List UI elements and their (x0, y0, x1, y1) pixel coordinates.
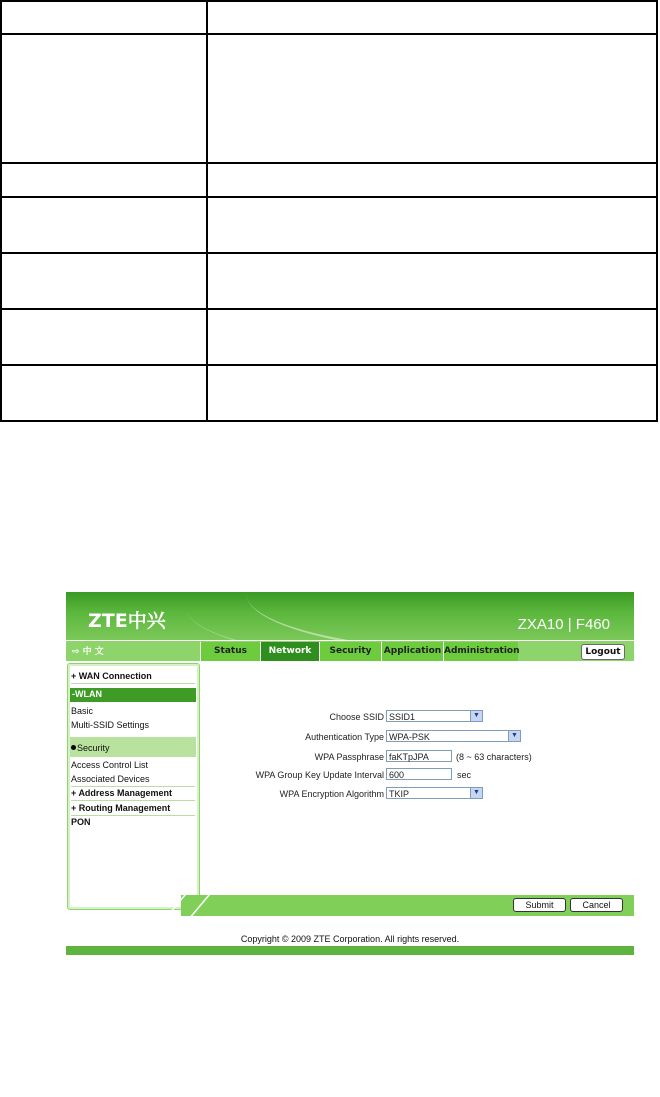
sidebar-item-label: Address Management (78, 788, 172, 798)
document-table (0, 0, 658, 422)
bullet-icon (71, 745, 76, 750)
table-cell (1, 34, 207, 163)
select-value: WPA-PSK (389, 732, 430, 742)
divider (71, 786, 195, 787)
passphrase-input[interactable]: faKTpJPA (386, 750, 452, 762)
chevron-down-icon[interactable]: ▼ (508, 731, 520, 741)
table-cell (207, 197, 657, 253)
sidebar-item-label: -WLAN (72, 689, 102, 699)
table-cell (1, 1, 207, 34)
table-cell (1, 163, 207, 197)
table-cell (1, 197, 207, 253)
sidebar-item-address-management[interactable] (71, 788, 172, 798)
select-value: SSID1 (389, 712, 416, 722)
tab-administration[interactable]: Administration (443, 642, 518, 661)
table-cell (1, 309, 207, 365)
chevron-down-icon[interactable]: ▼ (470, 788, 482, 798)
encryption-select[interactable] (386, 787, 483, 799)
divider (71, 800, 195, 801)
header-banner (66, 592, 634, 640)
cancel-button[interactable]: Cancel (570, 898, 623, 912)
encryption-label: WPA Encryption Algorithm (279, 789, 384, 799)
choose-ssid-select[interactable] (386, 710, 483, 722)
sidebar-item-wan-connection[interactable] (71, 671, 152, 681)
sidebar (67, 663, 200, 910)
logout-button[interactable]: Logout (581, 644, 625, 660)
table-cell (207, 163, 657, 197)
sidebar-item-routing-management[interactable] (71, 803, 170, 813)
sidebar-item-basic[interactable]: Basic (71, 706, 94, 716)
table-cell (207, 1, 657, 34)
tab-status[interactable]: Status (200, 642, 260, 661)
passphrase-hint: (8 ~ 63 characters) (456, 752, 532, 762)
table-cell (207, 34, 657, 163)
sidebar-item-label: Routing Management (78, 803, 171, 813)
sidebar-item-access-control-list[interactable]: Access Control List (71, 760, 149, 770)
language-switch[interactable]: ⇨ 中 文 (72, 647, 104, 657)
device-model: ZXA10 | F460 (517, 616, 610, 633)
action-bar (181, 895, 634, 916)
nav-bar (66, 641, 634, 661)
main-tabs (200, 641, 518, 661)
router-web-ui (66, 592, 634, 955)
copyright-text: Copyright © 2009 ZTE Corporation. All rights reserved. (240, 934, 460, 944)
sidebar-item-multi-ssid[interactable]: Multi-SSID Settings (71, 720, 150, 730)
divider (71, 815, 195, 816)
tab-security[interactable]: Security (319, 642, 381, 661)
expand-icon: + (71, 788, 77, 798)
sidebar-item-associated-devices[interactable]: Associated Devices (71, 774, 150, 784)
tab-network[interactable]: Network (260, 642, 319, 661)
auth-type-label: Authentication Type (305, 732, 384, 742)
submit-button[interactable]: Submit (513, 898, 566, 912)
sidebar-item-label: Security (77, 743, 110, 753)
table-cell (1, 253, 207, 309)
table-cell (207, 365, 657, 421)
rekey-unit: sec (457, 770, 472, 780)
expand-icon: + (71, 671, 77, 681)
select-value: TKIP (389, 789, 410, 799)
rekey-interval-input[interactable]: 600 (386, 768, 452, 780)
auth-type-select[interactable] (386, 730, 521, 742)
table-cell (207, 309, 657, 365)
choose-ssid-label: Choose SSID (329, 712, 384, 722)
table-cell (207, 253, 657, 309)
divider (71, 683, 195, 684)
sidebar-item-wlan[interactable] (70, 688, 196, 702)
sidebar-item-pon[interactable]: PON (71, 817, 91, 827)
tab-application[interactable]: Application (381, 642, 443, 661)
zte-logo: ZTE中兴 (88, 610, 166, 632)
sidebar-item-security[interactable] (71, 743, 110, 753)
rekey-interval-label: WPA Group Key Update Interval (255, 770, 384, 780)
table-cell (1, 365, 207, 421)
passphrase-label: WPA Passphrase (314, 752, 384, 762)
sidebar-item-label: WAN Connection (78, 671, 152, 681)
chevron-down-icon[interactable]: ▼ (470, 711, 482, 721)
footer-bar (66, 946, 634, 955)
expand-icon: + (71, 803, 77, 813)
